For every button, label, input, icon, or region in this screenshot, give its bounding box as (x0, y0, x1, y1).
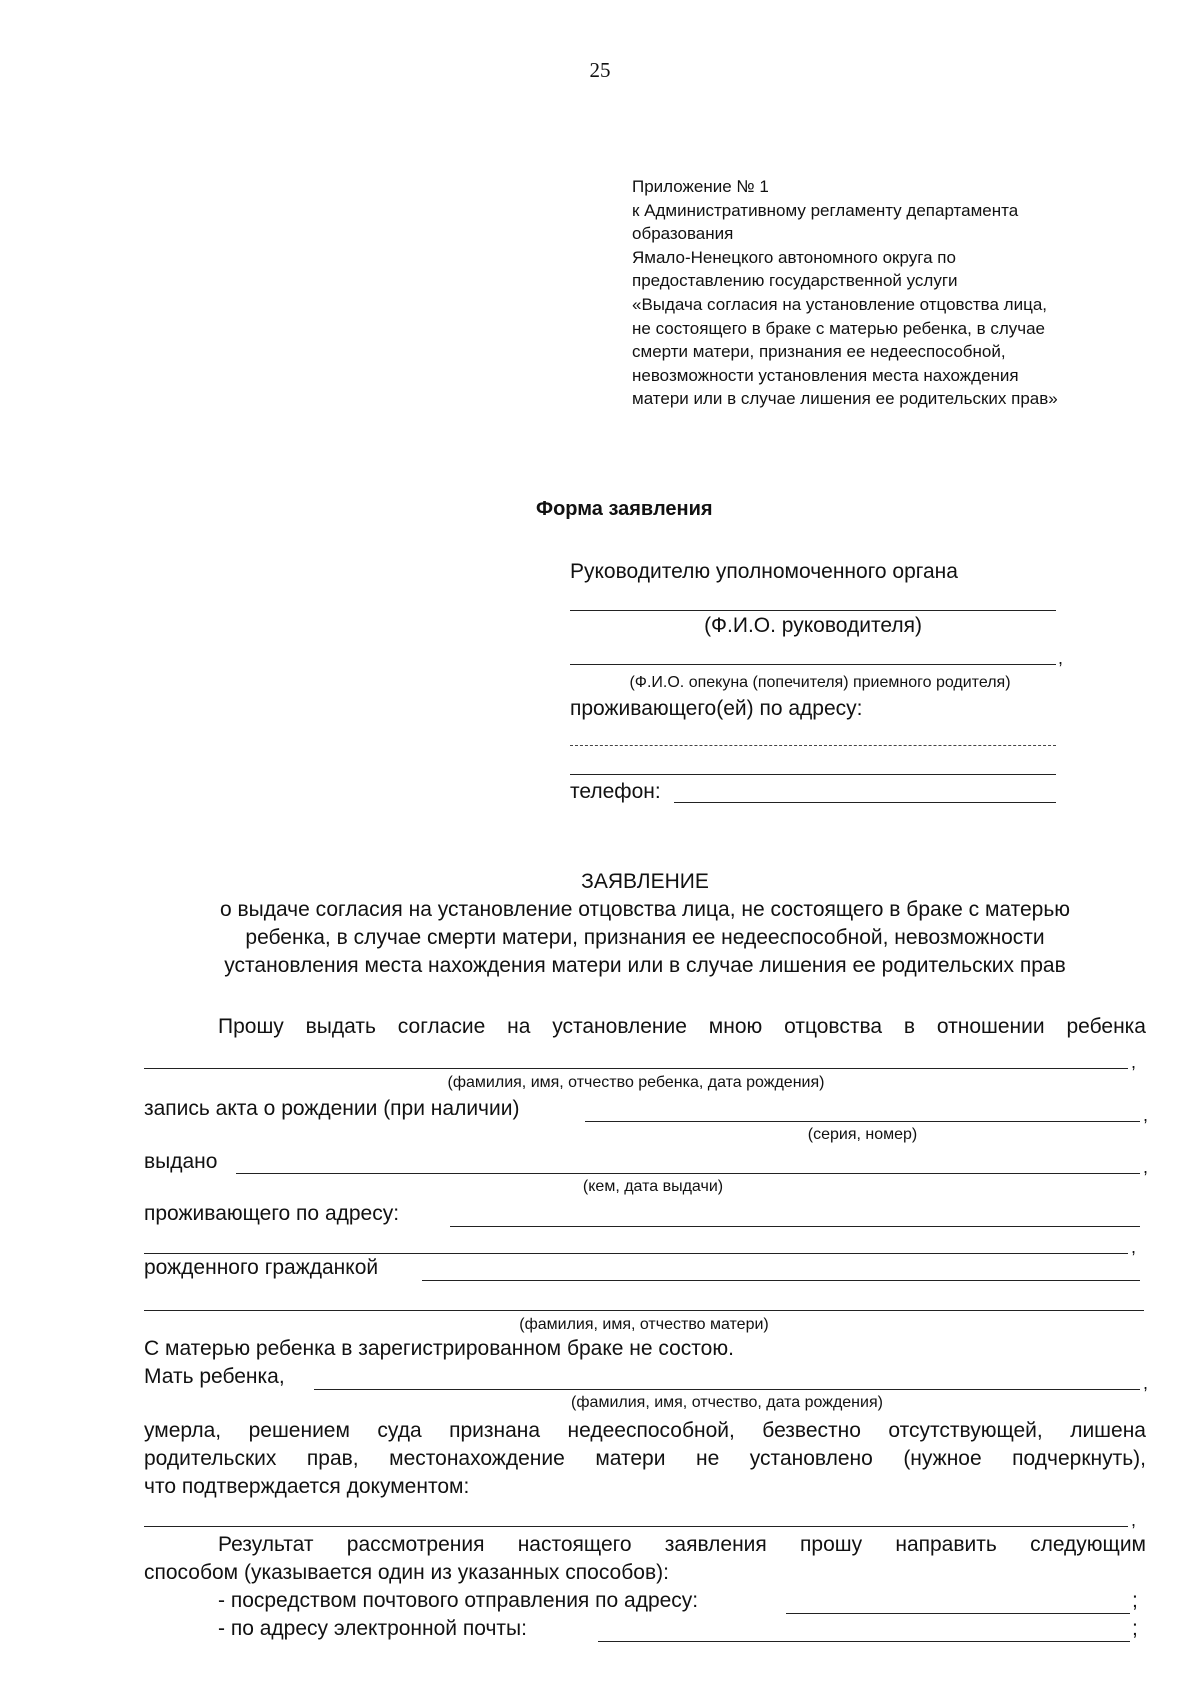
status-line: родительских прав, местонахождение матери не установлено (нужное подчеркнуть), (144, 1447, 1146, 1470)
phone-field[interactable] (674, 802, 1056, 803)
addressee-to: Руководителю уполномоченного органа (570, 560, 958, 583)
child-address-comma: , (1131, 1237, 1137, 1257)
annex-line: к Административному регламенту департамента (632, 200, 1019, 220)
option-post-label: - посредством почтового отправления по адресу: (218, 1589, 699, 1612)
document-field[interactable] (144, 1526, 1128, 1527)
option-email-semicolon: ; (1132, 1617, 1138, 1640)
birth-record-caption: (серия, номер) (807, 1126, 918, 1143)
form-title: Форма заявления (536, 498, 713, 520)
born-by-label: рожденного гражданкой (144, 1256, 379, 1279)
page-number: 25 (589, 58, 611, 82)
annex-line: предоставлению государственной услуги (632, 271, 958, 291)
annex-line: матери или в случае лишения ее родительских прав» (632, 389, 1058, 409)
mother-label: Мать ребенка, (144, 1365, 285, 1388)
guardian-residing-label: проживающего(ей) по адресу: (570, 697, 863, 720)
result-line-last: способом (указывается один из указанных способов): (144, 1561, 669, 1584)
annex-line: образования (632, 224, 734, 244)
guardian-address-field-1[interactable] (570, 745, 1056, 746)
mother-name-field-1[interactable] (422, 1280, 1140, 1281)
annex-line: смерти матери, признания ее недееспособной, (632, 342, 1006, 362)
option-post-field[interactable] (786, 1613, 1130, 1614)
guardian-comma: , (1058, 648, 1064, 668)
option-post-semicolon: ; (1132, 1589, 1138, 1612)
child-info-field[interactable] (144, 1068, 1128, 1069)
head-caption: (Ф.И.О. руководителя) (704, 614, 922, 637)
statement-title: ЗАЯВЛЕНИЕ (581, 870, 709, 893)
issued-field[interactable] (236, 1173, 1140, 1174)
issued-label: выдано (144, 1150, 218, 1173)
child-address-field-1[interactable] (450, 1226, 1140, 1227)
issued-comma: , (1143, 1157, 1149, 1177)
guardian-address-field-2[interactable] (570, 774, 1056, 775)
mother-info-field[interactable] (314, 1389, 1140, 1390)
annex-line: Ямало-Ненецкого автономного округа по (632, 247, 956, 267)
issued-caption: (кем, дата выдачи) (582, 1178, 724, 1195)
mother-info-caption: (фамилия, имя, отчество, дата рождения) (571, 1394, 883, 1411)
statement-subtitle-line: о выдаче согласия на установление отцовства лица, не состоящего в браке с матерью (219, 898, 1071, 921)
child-address-field-2[interactable] (144, 1253, 1128, 1254)
annex-line: «Выдача согласия на установление отцовства лица, (632, 294, 1048, 314)
guardian-caption: (Ф.И.О. опекуна (попечителя) приемного родителя) (629, 674, 1011, 691)
birth-record-field[interactable] (585, 1121, 1140, 1122)
result-line: Результат рассмотрения настоящего заявления прошу направить следующим (218, 1533, 1146, 1556)
status-line-last: что подтверждается документом: (144, 1475, 470, 1498)
annex-line: не состоящего в браке с матерью ребенка, в случае (632, 318, 1046, 338)
birth-record-label: запись акта о рождении (при наличии) (144, 1097, 520, 1120)
request-text: Прошу выдать согласие на установление мною отцовства в отношении ребенка (218, 1015, 1146, 1038)
annex-line: невозможности установления места нахождения (632, 365, 1019, 385)
phone-label: телефон: (570, 780, 661, 803)
annex-line: Приложение № 1 (632, 177, 769, 196)
statement-subtitle-line: ребенка, в случае смерти матери, признания ее недееспособной, невозможности (245, 926, 1045, 949)
mother-name-field-2[interactable] (144, 1310, 1144, 1311)
status-line: умерла, решением суда признана недееспособной, безвестно отсутствующей, лишена (144, 1419, 1146, 1442)
option-email-label: - по адресу электронной почты: (218, 1617, 527, 1640)
birth-record-comma: , (1143, 1105, 1149, 1125)
child-info-caption: (фамилия, имя, отчество ребенка, дата рождения) (447, 1074, 825, 1091)
child-info-comma: , (1131, 1052, 1137, 1072)
option-email-field[interactable] (598, 1641, 1130, 1642)
child-residing-label: проживающего по адресу: (144, 1202, 400, 1225)
guardian-name-field[interactable] (570, 664, 1056, 665)
mother-name-caption: (фамилия, имя, отчество матери) (519, 1316, 769, 1333)
annex-block (632, 175, 1058, 411)
head-name-field[interactable] (570, 610, 1056, 611)
document-comma: , (1131, 1510, 1137, 1530)
mother-info-comma: , (1143, 1373, 1149, 1393)
statement-subtitle-line: установления места нахождения матери или в случае лишения ее родительских прав (224, 954, 1066, 977)
not-married-text: С матерью ребенка в зарегистрированном браке не состою. (144, 1337, 734, 1360)
